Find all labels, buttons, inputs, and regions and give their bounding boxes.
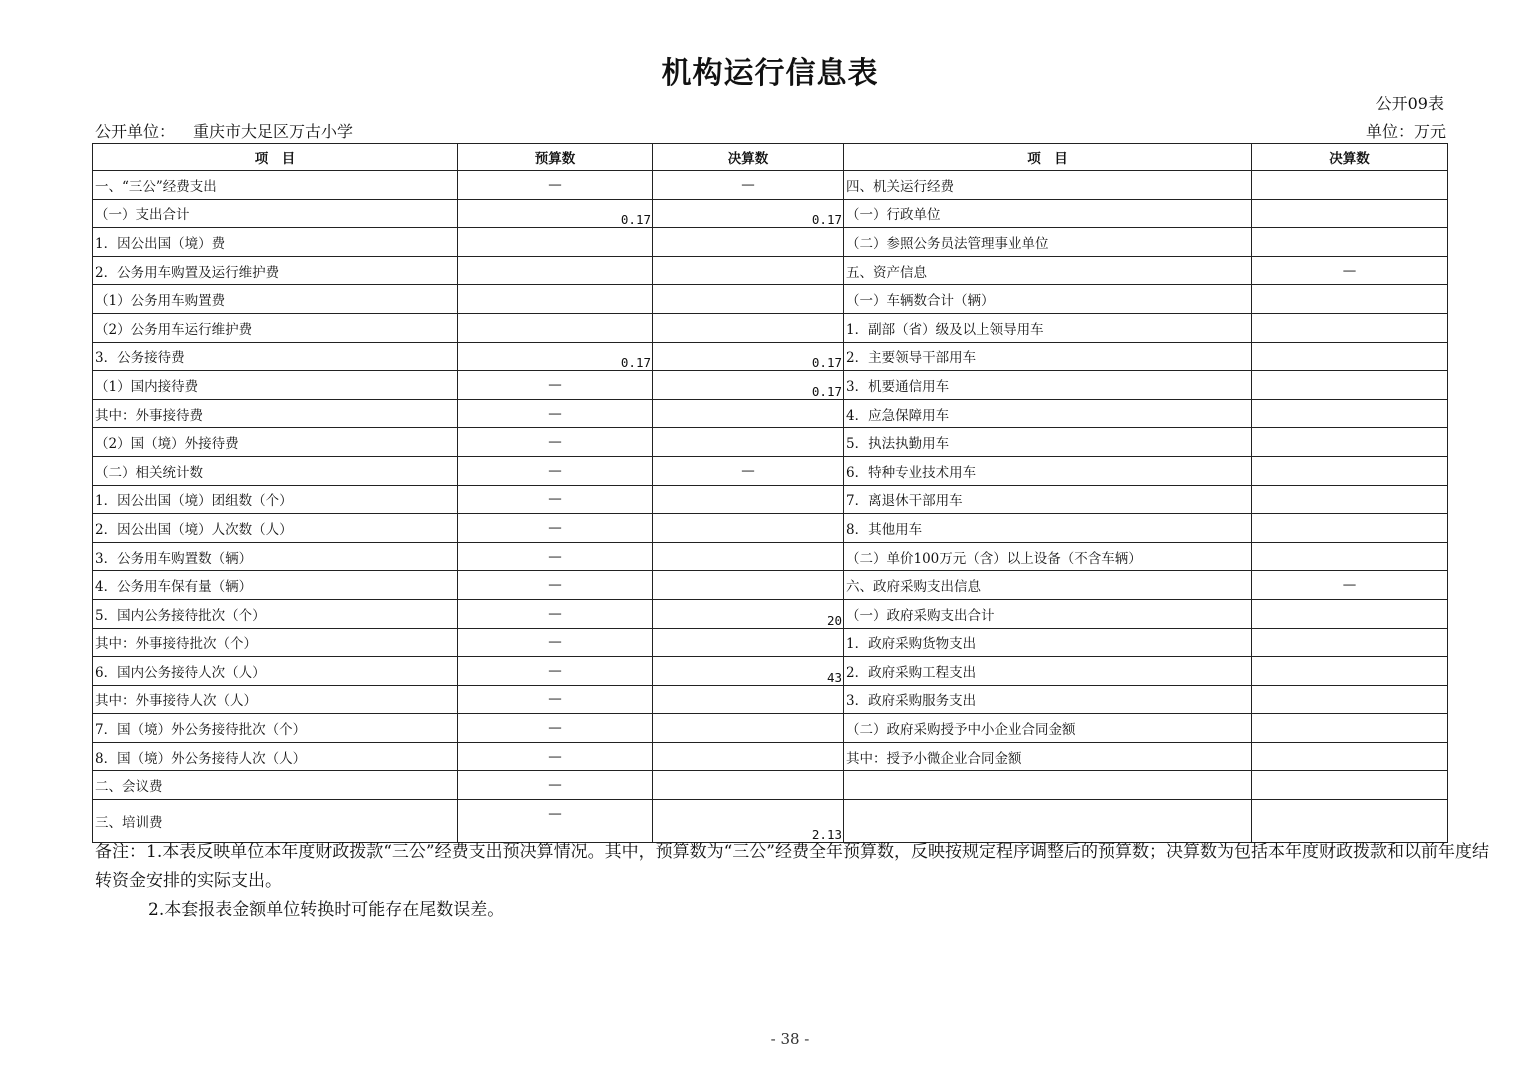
table-row	[93, 542, 1448, 571]
right-final-value	[1252, 742, 1448, 771]
final-value	[653, 485, 844, 514]
publisher	[95, 119, 353, 142]
final-value: 20	[653, 599, 844, 628]
right-item-label: 4．应急保障用车	[844, 399, 1252, 428]
currency-unit: 单位：万元	[1365, 122, 1446, 141]
table-row	[93, 428, 1448, 457]
right-item-label: 四、机关运行经费	[844, 171, 1252, 200]
right-item-label: 6．特种专业技术用车	[844, 456, 1252, 485]
table-row	[93, 313, 1448, 342]
page-number: - 38 -	[770, 1030, 810, 1048]
right-final-value	[1252, 171, 1448, 200]
right-final-value	[1252, 771, 1448, 800]
budget-value: —	[458, 371, 653, 400]
budget-value: 0.17	[458, 199, 653, 228]
right-final-value	[1252, 628, 1448, 657]
right-final-value	[1252, 285, 1448, 314]
final-value: —	[653, 456, 844, 485]
left-item-label: 3．公务接待费	[93, 342, 458, 371]
budget-value: —	[458, 514, 653, 543]
publisher-label: 公开单位：	[95, 122, 176, 141]
left-item-label: 三、培训费	[93, 800, 458, 843]
left-item-label: 其中：外事接待费	[93, 399, 458, 428]
final-value	[653, 256, 844, 285]
table-row	[93, 171, 1448, 200]
table-row	[93, 256, 1448, 285]
table-row	[93, 399, 1448, 428]
table-row	[93, 771, 1448, 800]
right-final-value	[1252, 228, 1448, 257]
budget-value	[458, 256, 653, 285]
table-row	[93, 371, 1448, 400]
final-value	[653, 742, 844, 771]
right-item-label: 3．机要通信用车	[844, 371, 1252, 400]
budget-value: —	[458, 800, 653, 843]
right-item-label	[844, 800, 1252, 843]
right-item-label: 2．政府采购工程支出	[844, 657, 1252, 686]
final-value: 43	[653, 657, 844, 686]
budget-value	[458, 285, 653, 314]
budget-value: —	[458, 714, 653, 743]
table-row	[93, 599, 1448, 628]
left-item-label: 7．国（境）外公务接待批次（个）	[93, 714, 458, 743]
table-row	[93, 485, 1448, 514]
table-row	[93, 456, 1448, 485]
budget-value: —	[458, 485, 653, 514]
table-row	[93, 571, 1448, 600]
budget-value: —	[458, 685, 653, 714]
budget-value: —	[458, 399, 653, 428]
right-item-label: 3．政府采购服务支出	[844, 685, 1252, 714]
left-item-label: （2）国（境）外接待费	[93, 428, 458, 457]
budget-value: 0.17	[458, 342, 653, 371]
final-value	[653, 399, 844, 428]
left-item-label: 4．公务用车保有量（辆）	[93, 571, 458, 600]
right-final-value	[1252, 199, 1448, 228]
right-final-value: —	[1252, 571, 1448, 600]
left-item-label: 2．因公出国（境）人次数（人）	[93, 514, 458, 543]
left-item-label: 5．国内公务接待批次（个）	[93, 599, 458, 628]
budget-value: —	[458, 628, 653, 657]
left-item-label: 其中：外事接待批次（个）	[93, 628, 458, 657]
right-item-label: （一）政府采购支出合计	[844, 599, 1252, 628]
budget-value: —	[458, 599, 653, 628]
right-item-label: 五、资产信息	[844, 256, 1252, 285]
final-value	[653, 228, 844, 257]
note-1: 备注：1.本表反映单位本年度财政拨款“三公”经费支出预决算情况。其中，预算数为“三公”经费全年预算数，反映按规定程序调整后的预算数；决算数为包括本年度财政拨款和以前年度结转资金安排的实际支出。	[95, 842, 1489, 891]
final-value	[653, 313, 844, 342]
left-item-label: （1）国内接待费	[93, 371, 458, 400]
left-item-label: 8．国（境）外公务接待人次（人）	[93, 742, 458, 771]
right-item-label: 8．其他用车	[844, 514, 1252, 543]
right-final-value	[1252, 599, 1448, 628]
right-final-value	[1252, 485, 1448, 514]
right-final-value	[1252, 371, 1448, 400]
right-item-label	[844, 771, 1252, 800]
info-table	[92, 143, 1448, 843]
table-header-row	[93, 144, 1448, 171]
table-row	[93, 800, 1448, 843]
form-number: 公开09表	[1375, 94, 1444, 113]
header-budget: 预算数	[458, 144, 653, 171]
left-item-label: （一）支出合计	[93, 199, 458, 228]
unit-line	[93, 119, 1446, 141]
notes	[95, 838, 1495, 925]
table-row	[93, 342, 1448, 371]
left-item-label: 1．因公出国（境）团组数（个）	[93, 485, 458, 514]
budget-value: —	[458, 456, 653, 485]
final-value	[653, 285, 844, 314]
final-value: —	[653, 171, 844, 200]
right-final-value	[1252, 342, 1448, 371]
final-value: 2.13	[653, 800, 844, 843]
right-final-value	[1252, 800, 1448, 843]
final-value	[653, 428, 844, 457]
left-item-label: 2．公务用车购置及运行维护费	[93, 256, 458, 285]
right-item-label: 2．主要领导干部用车	[844, 342, 1252, 371]
table-row	[93, 514, 1448, 543]
final-value: 0.17	[653, 199, 844, 228]
budget-value	[458, 313, 653, 342]
right-final-value	[1252, 428, 1448, 457]
header-final-left: 决算数	[653, 144, 844, 171]
right-final-value	[1252, 456, 1448, 485]
table-row	[93, 657, 1448, 686]
header-item-right: 项 目	[844, 144, 1252, 171]
final-value	[653, 514, 844, 543]
table-row	[93, 285, 1448, 314]
final-value: 0.17	[653, 342, 844, 371]
table-row	[93, 628, 1448, 657]
header-item-left: 项 目	[93, 144, 458, 171]
table-row	[93, 714, 1448, 743]
right-item-label: 六、政府采购支出信息	[844, 571, 1252, 600]
left-item-label: 二、会议费	[93, 771, 458, 800]
left-item-label: 一、“三公”经费支出	[93, 171, 458, 200]
right-item-label: 1．副部（省）级及以上领导用车	[844, 313, 1252, 342]
left-item-label: 6．国内公务接待人次（人）	[93, 657, 458, 686]
final-value	[653, 571, 844, 600]
left-item-label: 3．公务用车购置数（辆）	[93, 542, 458, 571]
right-final-value	[1252, 657, 1448, 686]
budget-value: —	[458, 428, 653, 457]
table-row	[93, 199, 1448, 228]
right-final-value	[1252, 685, 1448, 714]
header-final-right: 决算数	[1252, 144, 1448, 171]
publisher-name: 重庆市大足区万古小学	[193, 122, 354, 141]
right-final-value	[1252, 399, 1448, 428]
page-title: 机构运行信息表	[661, 56, 879, 91]
left-item-label: （二）相关统计数	[93, 456, 458, 485]
right-item-label: 7．离退休干部用车	[844, 485, 1252, 514]
right-final-value	[1252, 313, 1448, 342]
right-item-label: 其中：授予小微企业合同金额	[844, 742, 1252, 771]
right-item-label: 1．政府采购货物支出	[844, 628, 1252, 657]
left-item-label: （1）公务用车购置费	[93, 285, 458, 314]
left-item-label: （2）公务用车运行维护费	[93, 313, 458, 342]
final-value	[653, 685, 844, 714]
right-item-label: （一）车辆数合计（辆）	[844, 285, 1252, 314]
right-final-value	[1252, 714, 1448, 743]
right-item-label: （一）行政单位	[844, 199, 1252, 228]
note-2: 2.本套报表金额单位转换时可能存在尾数误差。	[148, 900, 505, 920]
final-value	[653, 771, 844, 800]
right-item-label: 5．执法执勤用车	[844, 428, 1252, 457]
right-item-label: （二）单价100万元（含）以上设备（不含车辆）	[844, 542, 1252, 571]
right-item-label: （二）政府采购授予中小企业合同金额	[844, 714, 1252, 743]
left-item-label: 1．因公出国（境）费	[93, 228, 458, 257]
left-item-label: 其中：外事接待人次（人）	[93, 685, 458, 714]
final-value	[653, 714, 844, 743]
budget-value: —	[458, 542, 653, 571]
right-final-value	[1252, 542, 1448, 571]
right-final-value: —	[1252, 256, 1448, 285]
budget-value: —	[458, 657, 653, 686]
table-row	[93, 685, 1448, 714]
right-item-label: （二）参照公务员法管理事业单位	[844, 228, 1252, 257]
budget-value: —	[458, 742, 653, 771]
right-final-value	[1252, 514, 1448, 543]
budget-value: —	[458, 771, 653, 800]
final-value: 0.17	[653, 371, 844, 400]
budget-value: —	[458, 571, 653, 600]
table-row	[93, 742, 1448, 771]
budget-value: —	[458, 171, 653, 200]
budget-value	[458, 228, 653, 257]
table-row	[93, 228, 1448, 257]
final-value	[653, 542, 844, 571]
final-value	[653, 628, 844, 657]
